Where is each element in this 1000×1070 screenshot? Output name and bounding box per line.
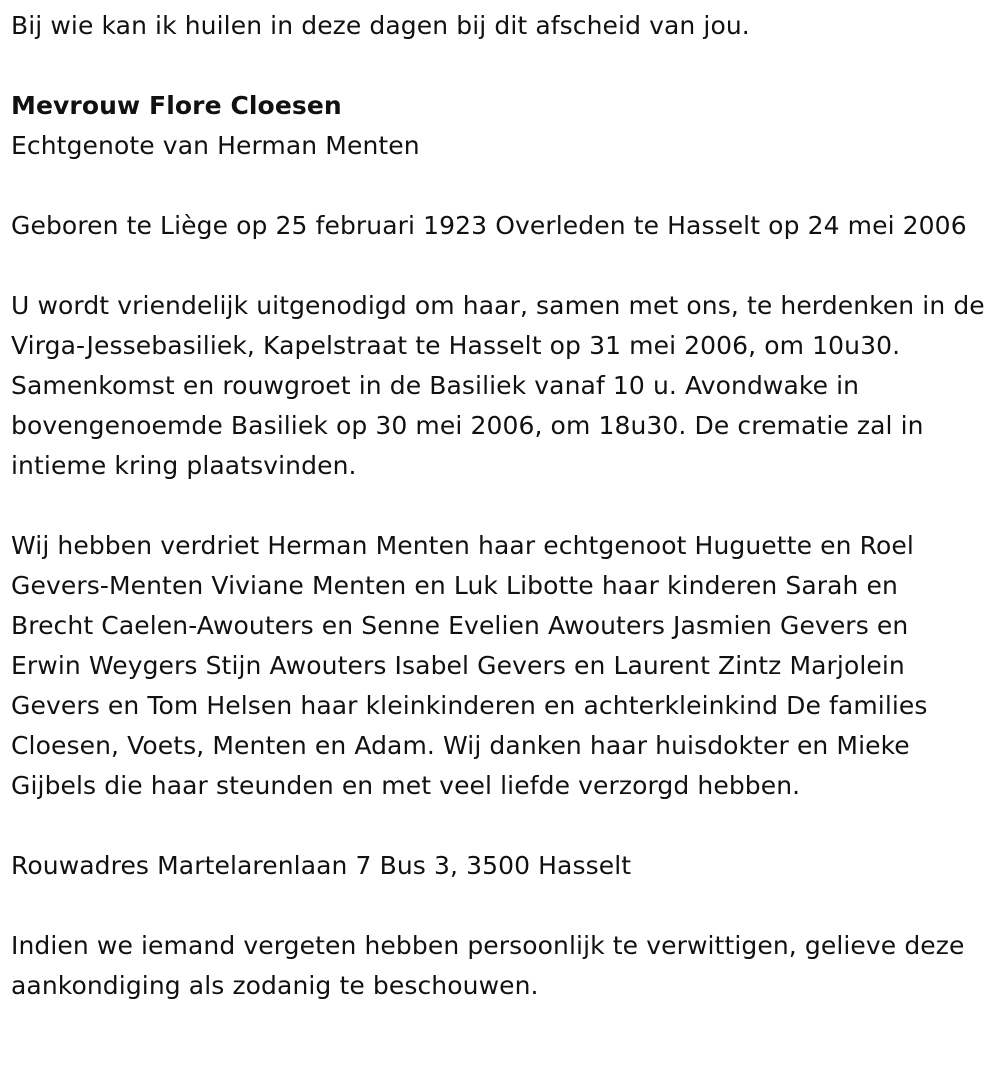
closing-paragraph: Indien we iemand vergeten hebben persoonlijk te verwittigen, gelieve deze aankondiging als zodanig te beschouwen.	[11, 931, 965, 1000]
family-paragraph: Wij hebben verdriet Herman Menten haar echtgenoot Huguette en Roel Gevers-Menten Viviane Menten en Luk Libotte haar kinderen Sarah en Brecht Caelen-Awouters en Senne Evelien Awouters Jasmien Gevers en Erwin Weygers Stijn Awouters Isabel Gevers en Laurent Zintz Marjolein Gevers en Tom Helsen haar kleinkinderen en achterkleinkind De families Cloesen, Voets, Menten en Adam. Wij danken haar huisdokter en Mieke Gijbels die haar steunden en met veel liefde verzorgd hebben.	[11, 531, 928, 800]
invitation-paragraph: U wordt vriendelijk uitgenodigd om haar, samen met ons, te herdenken in de Virga-Jessebasiliek, Kapelstraat te Hasselt op 31 mei 2006, om 10u30. Samenkomst en rouwgroet in de Basiliek vanaf 10 u. Avondwake in bovengenoemde Basiliek op 30 mei 2006, om 18u30. De crematie zal in intieme kring plaatsvinden.	[11, 291, 985, 480]
mourning-address: Rouwadres Martelarenlaan 7 Bus 3, 3500 Hasselt	[11, 851, 632, 880]
birth-death-line: Geboren te Liège op 25 februari 1923 Overleden te Hasselt op 24 mei 2006	[11, 211, 967, 240]
deceased-name: Mevrouw Flore Cloesen	[11, 91, 342, 120]
motto-line: Bij wie kan ik huilen in deze dagen bij dit afscheid van jou.	[11, 11, 750, 40]
spouse-line: Echtgenote van Herman Menten	[11, 131, 420, 160]
